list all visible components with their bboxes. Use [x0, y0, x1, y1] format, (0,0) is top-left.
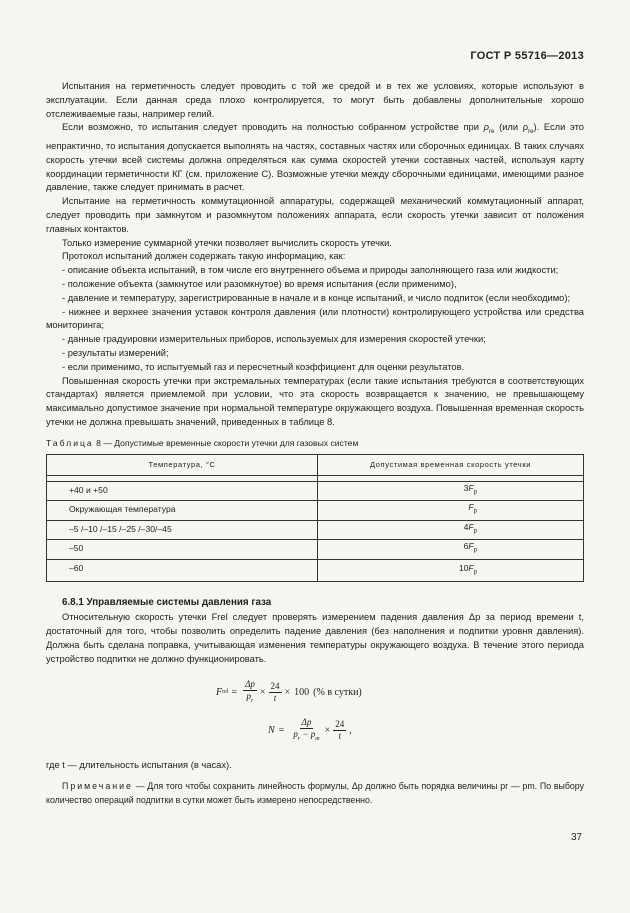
formula-refill-count: N = $\frac{\Delta p}{p_r - p_m}$ × $\frac{24}{t}$ , [268, 716, 352, 742]
paragraph-2 [46, 121, 584, 195]
rho-symbol: ρ [483, 122, 490, 133]
paragraph-5: Протокол испытаний должен содержать такую информацию, как: [62, 251, 346, 262]
table-row [47, 559, 584, 581]
table-row [47, 481, 584, 501]
paragraph-2-rest: ). Если это непрактично, то испытания допускается выполнять на частях, составных частях или сборочных единицах. В таких случаях скорость утечки всей системы должна определяться как сумма скоростей утечки составных частей, используя карту координации герметичности КГ (см. приложение С). Возможные утечки между сборочными единицами, имеющими разное давление, также следует принимать в расчет. [46, 122, 584, 193]
list-item: - описание объекта испытаний, в том числе его внутреннего объема и природы заполняющего газа или жидкости; [62, 265, 559, 276]
paragraph-1: Испытания на герметичность следует проводить с той же средой и в тех же условиях, которые используют в эксплуатации. Если данная среда плохо контролируется, то могут быть добавлены дополнительные хорошо отслеживаемые газы, например гелий. [46, 81, 584, 119]
page-body [46, 80, 584, 808]
list-item: - положение объекта (замкнутое или разомкнутое) во время испытания (если применимо), [62, 279, 457, 290]
paragraph-3: Испытание на герметичность коммутационной аппаратуры, содержащей механический коммутационный аппарат, следует проводить при замкнутом и разомкнутом положениях аппарата, если скорость утечки зависит от положения главных контактов. [46, 196, 584, 234]
note-text: — Для того чтобы сохранить линейность формулы, Δp должно быть порядка величины pr — pm. По выбору количество операций подпитки в сутки может быть измерено непосредственно. [46, 781, 584, 806]
list-item: - нижнее и верхнее значения уставок контроля давления (или плотности) контролирующего устройства или средства мониторинга; [46, 306, 584, 331]
list-item: - если применимо, то испытуемый газ и пересчетный коэффициент для оценки результатов. [62, 361, 465, 372]
rho-subscript-2: re [528, 129, 534, 136]
leak-rate-table [46, 454, 584, 582]
table-caption-text: 8 — Допустимые временные скорости утечки для газовых систем [96, 437, 359, 448]
formula-relative-leak-rate: F rel = $\frac{\Delta p}{p_r}$ × $\frac{24}{t}$ × 100 (% в сутки) [216, 678, 362, 704]
cell-leak-rate: $4F_p$ [318, 520, 584, 540]
paragraph-6: Повышенная скорость утечки при экстремальных температурах (если такие испытания требуются в соответствующих стандартах) является приемлемой при условии, что эта скорость возвращается к значению, не превышающему максимально допустимое значение при нормальной температуре окружающего воздуха. Повышенная временная скорость утечки не должна превышать значений, приведенных в таблице 8. [46, 375, 584, 427]
table-row [47, 501, 584, 521]
section-heading: 6.8.1 Управляемые системы давления газа [62, 596, 272, 608]
cell-leak-rate: $6F_p$ [318, 540, 584, 560]
note [46, 780, 584, 808]
list-item: - данные градуировки измерительных приборов, используемых для измерения скоростей утечки; [62, 334, 486, 345]
list-item: - результаты измерений; [62, 348, 169, 358]
cell-leak-rate: $10F_p$ [318, 559, 584, 581]
where-clause: где t — длительность испытания (в часах). [46, 759, 232, 770]
table-row [47, 540, 584, 560]
paragraph-2-or: (или [499, 122, 519, 133]
note-label: Примечание [62, 781, 133, 792]
cell-temperature: Окружающая температура [47, 501, 318, 521]
cell-leak-rate: $3F_p$ [318, 481, 584, 501]
cell-temperature: –50 [47, 540, 318, 560]
cell-temperature: +40 и +50 [47, 481, 318, 501]
paragraph-2-start: Если возможно, то испытания следует проводить на полностью собранном устройстве при [62, 122, 479, 133]
list-item: - давление и температуру, зарегистрированные в начале и в конце испытаний, и число подпиток (если необходимо); [62, 292, 571, 303]
cell-leak-rate: $F_p$ [318, 501, 584, 521]
table-row [47, 520, 584, 540]
rho-symbol-2: ρ [522, 122, 529, 133]
column-header-temperature: Температура, °С [47, 454, 318, 475]
page-number: 37 [571, 832, 582, 843]
table-caption [46, 437, 584, 451]
table-caption-label: Таблица [46, 437, 94, 448]
column-header-leak-rate: Допустимая временная скорость утечки [318, 454, 584, 475]
table-header-row [47, 454, 584, 475]
paragraph-4: Только измерение суммарной утечки позволяет вычислить скорость утечки. [62, 237, 392, 248]
cell-temperature: –60 [47, 559, 318, 581]
rho-subscript: re [489, 129, 495, 136]
cell-temperature: –5 /–10 /–15 /–25 /–30/–45 [47, 520, 318, 540]
document-header: ГОСТ Р 55716—2013 [470, 50, 584, 62]
section-paragraph: Относительную скорость утечки Frel следует проверять измерением падения давления Δp за период времени t, достаточный для того, чтобы позволить определить падение давления (без наполнения и подпитки уровня давления). Должна быть сделана поправка, учитывающая изменения температуры окружающего воздуха. В течение этого периода устройство подпитки не должно функционировать. [46, 612, 584, 664]
